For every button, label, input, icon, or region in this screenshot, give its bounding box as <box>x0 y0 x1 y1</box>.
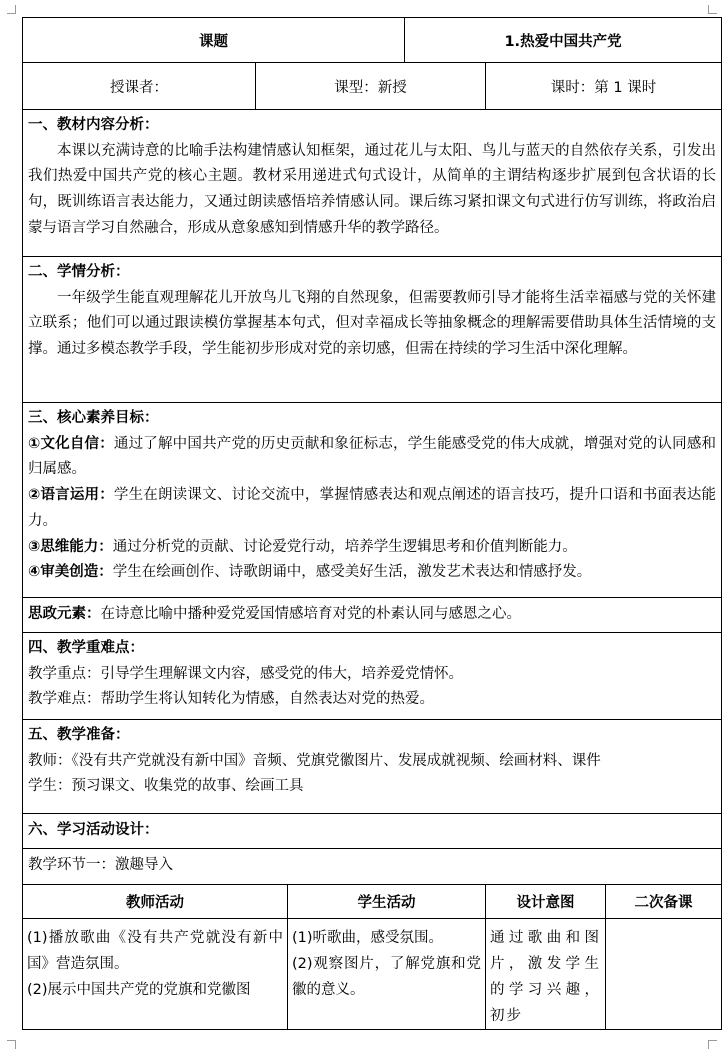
corner-mark-bottom-left <box>7 1040 16 1049</box>
corner-mark-top-left <box>7 5 16 14</box>
goal-head: ②语言运用： <box>28 487 114 504</box>
goal-item <box>28 535 716 561</box>
activity-header-row <box>23 885 722 919</box>
goal-head: ④审美创造： <box>28 564 113 581</box>
goal-item <box>28 560 716 586</box>
ideology-head: 思政元素： <box>28 605 101 622</box>
goal-text: 学生在绘画创作、诗歌朗诵中，感受美好生活，激发艺术表达和情感抒发。 <box>112 564 592 581</box>
teacher-activity-item: (1)播放歌曲《没有共产党就没有新中国》营造氛围。 <box>27 930 283 972</box>
lesson-hours: 课时：第 1 课时 <box>486 63 722 110</box>
goal-text: 通过分析党的贡献、讨论爱党行动，培养学生逻辑思考和价值判断能力。 <box>112 538 577 555</box>
goal-item <box>28 483 716 534</box>
lesson-plan-table <box>22 17 722 1030</box>
analysis-text: 本课以充满诗意的比喻手法构建情感认知框架，通过花儿与太阳、鸟儿与蓝天的自然依存关系，引发出我们热爱中国共产党的核心主题。教材采用递进式句式设计，从简单的主谓结构逐步扩展到包含状语的长句，既训练语言表达能力，又通过朗读感悟培养情感认同。课后练习紧扣课文句式进行仿写训练，将政治启蒙与语言学习自然融合，形成从意象感知到情感升华的教学路径。 <box>28 142 717 236</box>
col-teacher-activity: 教师活动 <box>23 885 288 919</box>
col-student-activity: 学生活动 <box>288 885 486 919</box>
design-title: 六、学习活动设计： <box>23 814 722 849</box>
keypoints-title: 四、教学重难点： <box>28 640 144 656</box>
teacher-label: 授课者： <box>23 63 256 110</box>
topic-label: 课题 <box>23 18 405 63</box>
students-section <box>23 257 722 403</box>
analysis-title: 一、教材内容分析： <box>28 117 159 133</box>
goals-section <box>23 403 722 598</box>
topic-row <box>23 18 722 63</box>
goal-head: ①文化自信： <box>28 435 114 452</box>
student-activity-item: (2)观察图片，了解党旗和党徽的意义。 <box>292 956 481 998</box>
ideology-text: 在诗意比喻中播种爱党爱国情感培育对党的朴素认同与感恩之心。 <box>100 605 521 622</box>
goal-text: 学生在朗读课文、讨论交流中，掌握情感表达和观点阐述的语言技巧，提升口语和书面表达能力。 <box>28 487 717 529</box>
prep-section <box>23 720 722 814</box>
prep-student: 学生：预习课文、收集党的故事、绘画工具 <box>28 778 304 795</box>
corner-mark-top-right <box>708 5 717 14</box>
step-row <box>23 849 722 885</box>
student-activity-item: (1)听歌曲，感受氛围。 <box>292 930 444 946</box>
goal-head: ③思维能力： <box>28 538 113 555</box>
goal-text: 通过了解中国共产党的历史贡献和象征标志，学生能感受党的伟大成就，增强对党的认同感和归属感。 <box>28 435 717 478</box>
design-intent: 通过歌曲和图片，激发学生的学习兴趣，初步 <box>486 919 606 1030</box>
activity-row <box>23 919 722 1030</box>
teacher-activity-item: (2)展示中国共产党的党旗和党徽图 <box>27 982 251 998</box>
design-title-row <box>23 814 722 849</box>
corner-mark-bottom-right <box>708 1040 717 1049</box>
col-second-prep: 二次备课 <box>606 885 722 919</box>
second-prep-cell <box>606 919 722 1030</box>
difficult-point: 教学难点：帮助学生将认知转化为情感，自然表达对党的热爱。 <box>28 691 434 708</box>
students-text: 一年级学生能直观理解花儿开放鸟儿飞翔的自然现象，但需要教师引导才能将生活幸福感与党的关怀建立联系；他们可以通过跟读模仿掌握基本句式，但对幸福成长等抽象概念的理解需要借助具体生活情境的支撑。通过多模态教学手段，学生能初步形成对党的亲切感，但需在持续的学习生活中深化理解。 <box>28 289 717 358</box>
ideology-section <box>23 598 722 633</box>
info-row <box>23 63 722 110</box>
step-label: 教学环节一：激趣导入 <box>23 849 722 885</box>
goals-title: 三、核心素养目标： <box>28 410 159 426</box>
prep-title: 五、教学准备： <box>28 727 130 743</box>
prep-teacher: 教师：《没有共产党就没有新中国》音频、党旗党徽图片、发展成就视频、绘画材料、课件 <box>28 752 601 769</box>
topic-value: 1.热爱中国共产党 <box>405 18 722 63</box>
keypoints-section <box>23 633 722 720</box>
key-point: 教学重点：引导学生理解课文内容，感受党的伟大，培养爱党情怀。 <box>28 665 463 682</box>
analysis-section <box>23 110 722 257</box>
lesson-type: 课型：新授 <box>256 63 486 110</box>
col-design-intent: 设计意图 <box>486 885 606 919</box>
students-title: 二、学情分析： <box>28 264 130 280</box>
goal-item <box>28 432 716 483</box>
